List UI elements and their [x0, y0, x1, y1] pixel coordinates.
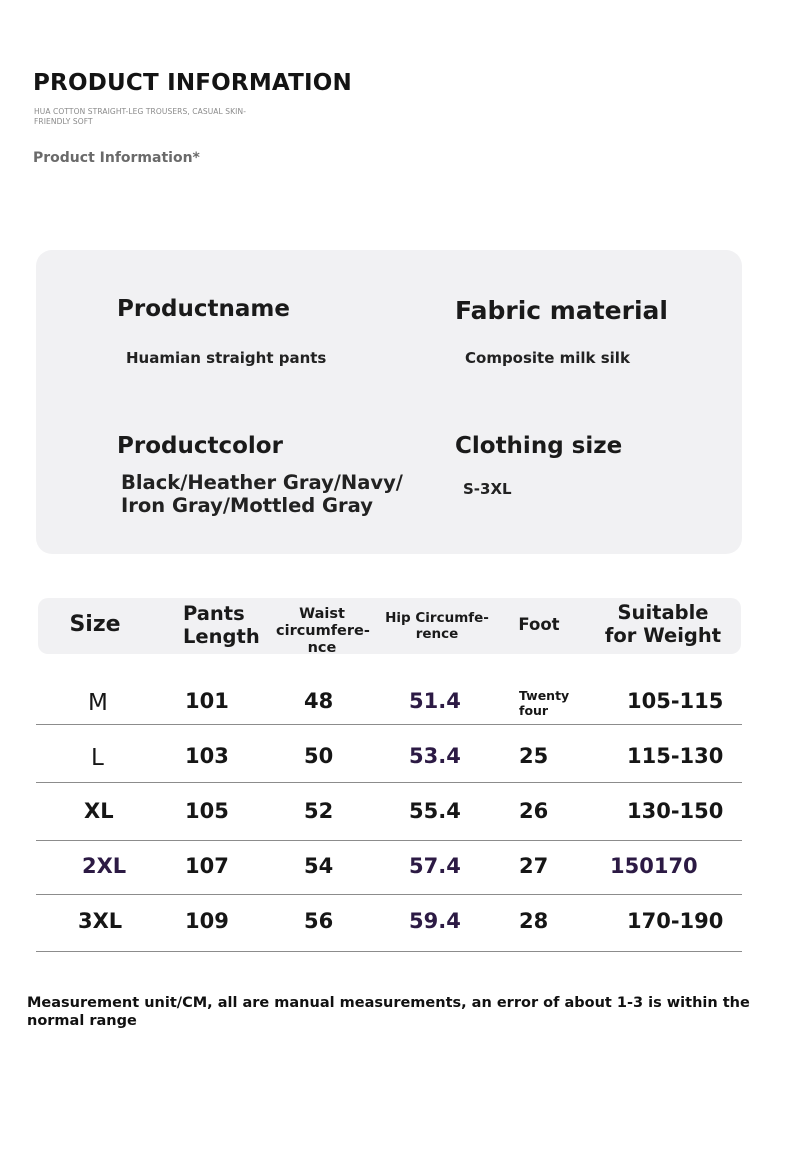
table-cell-weight: 130-150: [627, 799, 724, 823]
row-divider: [36, 951, 742, 952]
product-color-value: [121, 471, 441, 517]
table-cell-foot-2: four: [519, 703, 549, 718]
product-color-line-2: Iron Gray/Mottled Gray: [121, 494, 373, 517]
header-hip: [384, 610, 490, 642]
table-cell-foot: 26: [519, 799, 549, 823]
table-cell-waist: 52: [304, 799, 334, 823]
product-name-label: Productname: [117, 296, 290, 322]
row-divider: [36, 782, 742, 783]
fabric-material-value: Composite milk silk: [465, 349, 630, 367]
row-divider: [36, 724, 742, 725]
row-divider: [36, 894, 742, 895]
header-hip-2: rence: [415, 626, 459, 642]
table-cell-size: M: [88, 690, 108, 716]
table-cell-waist: 54: [304, 854, 334, 878]
header-pants-length-2: Length: [183, 625, 260, 648]
header-hip-1: Hip Circumfe-: [385, 610, 489, 626]
header-weight-2: for Weight: [604, 624, 722, 647]
clothing-size-label: Clothing size: [455, 433, 623, 459]
table-cell-waist: 50: [304, 744, 334, 768]
header-waist-2: circumfere-: [276, 623, 370, 639]
table-cell-foot-1: Twenty: [519, 688, 570, 703]
table-cell-hip: 57.4: [409, 854, 461, 878]
fabric-material-label: Fabric material: [455, 296, 668, 325]
page-title: PRODUCT INFORMATION: [33, 70, 352, 96]
header-pants-length-1: Pants: [183, 602, 245, 625]
table-cell-length: 103: [185, 744, 229, 768]
table-cell-length: 107: [185, 854, 229, 878]
clothing-size-value: S-3XL: [463, 480, 512, 498]
table-cell-size: 3XL: [78, 909, 123, 933]
table-cell-waist: 56: [304, 909, 334, 933]
table-cell-hip: 53.4: [409, 744, 461, 768]
table-cell-weight: 105-115: [627, 689, 724, 713]
table-cell-hip: 55.4: [409, 799, 461, 823]
header-foot: Foot: [518, 615, 560, 634]
table-cell-foot: 25: [519, 744, 549, 768]
section-heading: Product Information*: [33, 150, 200, 166]
header-suitable-weight: [592, 601, 734, 647]
measurement-note: Measurement unit/CM, all are manual measurements, an error of about 1-3 is within the normal range: [27, 995, 750, 1029]
table-cell-length: 105: [185, 799, 229, 823]
table-cell-hip: 59.4: [409, 909, 461, 933]
header-waist-1: Waist: [299, 606, 345, 622]
table-cell-foot: [519, 688, 569, 718]
header-waist-3: nce: [307, 640, 337, 656]
table-cell-length: 109: [185, 909, 229, 933]
product-color-line-1: Black/Heather Gray/Navy/: [121, 471, 403, 494]
header-weight-1: Suitable: [617, 601, 709, 624]
table-cell-length: 101: [185, 689, 229, 713]
table-cell-waist: 48: [304, 689, 334, 713]
table-cell-foot: 28: [519, 909, 549, 933]
table-cell-weight: 170-190: [627, 909, 724, 933]
page-subtitle: HUA COTTON STRAIGHT-LEG TROUSERS, CASUAL SKIN-FRIENDLY SOFT: [34, 107, 247, 126]
table-cell-weight: 115-130: [627, 744, 724, 768]
table-cell-hip: 51.4: [409, 689, 461, 713]
table-cell-size: 2XL: [82, 854, 127, 878]
header-pants-length: [183, 602, 273, 648]
table-cell-size: XL: [84, 799, 114, 823]
row-divider: [36, 840, 742, 841]
header-waist: [276, 606, 368, 657]
product-name-value: Huamian straight pants: [126, 349, 327, 367]
header-size: Size: [69, 612, 121, 637]
table-cell-weight: 150170: [610, 854, 698, 878]
product-color-label: Productcolor: [117, 433, 283, 459]
table-cell-size: L: [91, 745, 104, 771]
table-cell-foot: 27: [519, 854, 549, 878]
